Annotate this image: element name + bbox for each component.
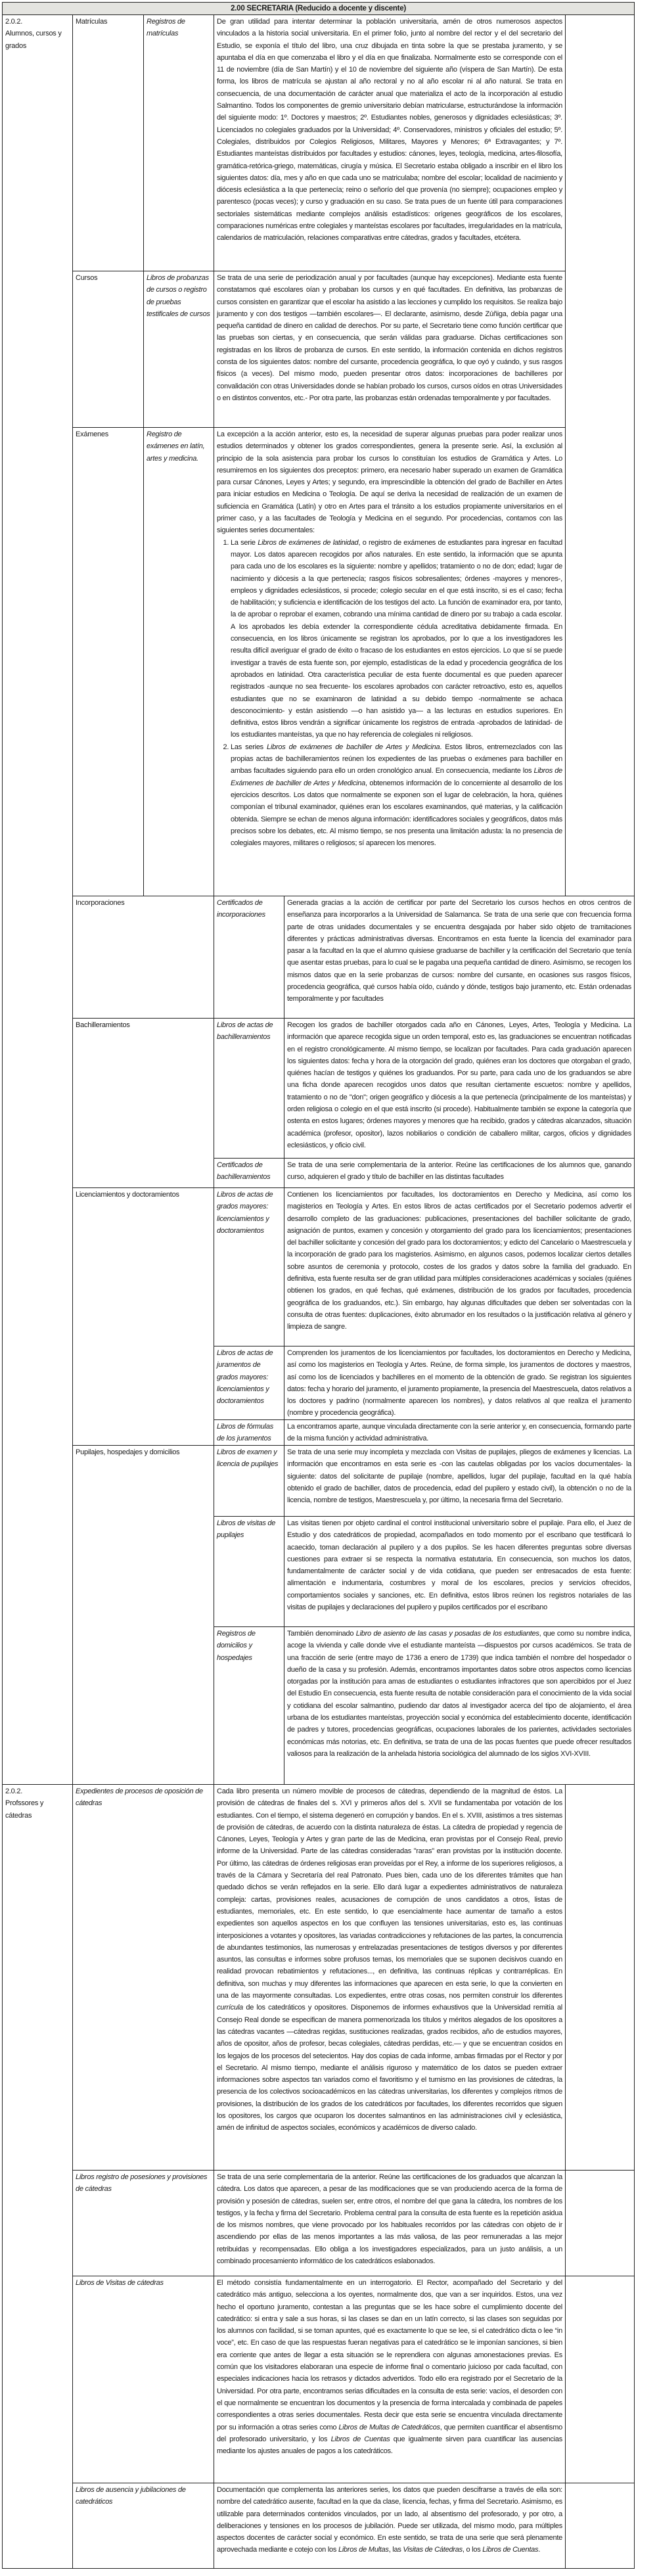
series-label: Registros de domicilios y hospedajes	[214, 1627, 284, 1785]
series-label: Certificados de bachilleramientos	[214, 1159, 284, 1188]
function-label: Licenciamientos y doctoramientos	[73, 1188, 214, 1446]
text-segment: Se trata de una serie muy incompleta y mezclada con Visitas de pupilajes, pliegos de exámenes y licencias. La información que encontramos en esta serie es -con las cautelas obligadas por los vacíos documentales- la siguiente: datos del solicitante de pupilaje (nombre, apellidos, lugar del pupilaje, facultad en la qué había obtenido el grado de bachiller, datos de procedencia, edad del pupilero y estado civil), la obtención o no de la licencia, nombre de testigos, Maestrescuela y, por último, la necesaria firma del Secretario.	[287, 1448, 632, 1505]
text-segment: La excepción a la acción anterior, esto es, la necesidad de superar algunas pruebas para poder realizar unos estudios determinados y obtener los grados correspondientes, genera la presente serie. Así, la exclusión al principio de la sola asistencia para probar los cursos lo constituían los estudios de Gramática y Artes. Lo resumiremos en los siguientes dos preceptos: primero, era necesario haber superado un examen de Gramática para cursar Cánones, Leyes y Artes; y segundo, era imprescindible la obtención del grado de Bachiller en Artes para iniciar estudios en Medicina o Teología. De aquí se deriva la necesidad de realización de un examen de suficiencia en Gramática (Latín) y otro en Artes para el tránsito a los estudios propiamente universitarios en el primer caso, y a las facultades de Teología y Medicina en el segundo. Por procedencias, contamos con las siguientes series documentales:	[217, 430, 562, 535]
series-description	[284, 1627, 635, 1785]
text-segment: , o los	[462, 2546, 483, 2554]
function-label: Matrículas	[73, 15, 144, 271]
section-label	[3, 1785, 73, 2569]
series-description	[284, 1420, 635, 1446]
function-label: Exámenes	[73, 428, 144, 896]
section-code: 2.0.2.	[5, 18, 23, 26]
section-code: 2.0.2.	[5, 1787, 23, 1795]
section-title: Profssores y cátedras	[5, 1799, 44, 1820]
text-segment: .	[538, 2546, 541, 2554]
text-segment: Las visitas tienen por objeto cardinal el control institucional universitario sobre el pupilaje. Para ello, el Juez de Estudio y dos catedráticos de propiedad, acompañados en todo momento por el escribano que testificará lo acaecido, toman declaración al pupilero y a dos pupilos. Se les hacen diferentes preguntas sobre diversas cuestiones para extraer si se respecta la normativa estatutaria. En consecuencia, son muchos los datos, fundamentalmente de carácter social y de vida cotidiana, que pueden ser entresacados de esta fuente: alimentación e indumentaria, costumbres y moral de los escolares, precios y servicios ofrecidos, comportamientos sociales y sanciones, etc. En definitiva, estos libros reúnen los registros notariales de las visitas de pupilajes y declaraciones del pupilero y pupilos certificados por el escribano	[287, 1519, 632, 1612]
table-row	[3, 896, 635, 1019]
table-row	[3, 2171, 635, 2276]
text-segment: , obtenemos información de lo concerniente al desarrollo de los ejercicios descritos. Los datos que normalmente se exponen son el lugar de celebración, la hora, quiénes componían el tribunal examinador, quiénes eran los escolares examinandos, qué materias, y la calificación obtenida. Siempre se echan de menos alguna información: identificadores sociales y geográficos, datos más precisos sobre los debates, etc. Al mismo tiempo, se nos presenta una limitación adusta: la no presencia de colegiales mayores, militares o religiosos; sí aparecen los menores.	[231, 779, 562, 848]
series-description	[284, 1446, 635, 1517]
text-segment: La serie	[231, 538, 258, 547]
text-segment: Generada gracias a la acción de certificar por parte del Secretario los cursos hechos en otros centros de enseñanza para incorporarlos a la Universidad de Salamanca. Se trata de una serie que con frecuencia forma parte de otras unidades documentales y se encuentra desgajada por haber sido objeto de tramitaciones diferentes y prácticas administrativas diversas. Encontramos en esta fuente la licencia del examinador para pasar a la facultad en la que el alumno quisiese graduarse de bachiller y la certificación del Secretario que tenía que asentar estas pruebas, para lo cual se le pagaba una pequeña cantidad de dinero. Asimismo, se recogen los mismos datos que en la serie probanzas de cursos: nombre del cursante, en ocasiones sus rasgos físicos, procedencia geográfica, qué cursos había oído, cuándo y dónde, testigos bajo juramento, etc. Están ordenadas temporalmente y por facultades	[287, 899, 632, 1003]
table-row	[3, 428, 635, 896]
text-segment: Se trata de una serie complementaria de la anterior. Reúne las certificaciones de los graduados que alcanzan la cátedra. Los datos que aparecen, a pesar de las modificaciones que se van produciendo acerca de la forma de provisión y posesión de cátedras, suelen ser, entre otros, el nombre del que gana la cátedra, los nombres de los testigos, y la fecha y firma del Secretario. Problema central para la consulta de esta fuente es la repetición asidua de los mismos nombres, que viene provocado por los habituales recorridos por las cátedras con objeto de ir ascendiendo por ellas de las menos importantes a las más valiosa, de las peor remuneradas a las mejor retribuidas y recompensadas. Ello obliga a los investigadores especializados, para un justo análisis, a un combinado procesamiento informático de los catedráticos eslabonados.	[217, 2173, 562, 2266]
list-item	[231, 537, 562, 741]
series-label: Libros de visitas de pupilajes	[214, 1517, 284, 1627]
function-label: Pupilajes, hospedajes y domicilios	[73, 1446, 214, 1785]
table-row	[3, 2483, 635, 2569]
table-row	[3, 1785, 635, 2171]
text-segment: , o registro de exámenes de estudiantes para ingresar en facultad mayor. Los datos aparecen recogidos por años naturales. En este sentido, la información que se apunta para cada uno de los escolares es la siguiente: nombre y apellidos; tratamiento o no de don; edad; lugar de nacimiento y diócesis a la que pertenecía; rasgos físicos sobresalientes; órdenes -mayores y menores-, empleos y dignidades eclesiásticos, si procede; colegio secular en el que está inscrito, si es el caso; fecha de habilitación; y suficiencia e identificación de los testigos del acto. La función de examinador era, por tanto, la de aprobar o reprobar el examen, cobrando una mínima cantidad de dinero por su trabajo a cada escolar. A los aprobados les debía extender la correspondiente cédula acreditativa debidamente firmada. En consecuencia, en los libros únicamente se registran los aprobados, por lo que a los investigadores les resulta difícil averiguar el grado de éxito o fracaso de los estudiantes en estos ejercicios. Lo que sí se puede investigar a través de esta fuente son, por ejemplo, estadísticas de la edad y procedencia geográfica de los aprobados en latinidad. Otra característica peculiar de esta fuente documental es que pueden aparecer registrados -aunque no sea frecuente- los escolares aprobados con carácter retroactivo, esto es, aquellos estudiantes que no se examinaron de latinidad a su debido tiempo -normalmente se achaca desconocimiento- y están asistiendo —o han asistido ya— a las lecturas en estudios superiores. En definitiva, estos libros vendrán a significar únicamente los registros de entrada -aprobados de latinidad- de los estudiantes manteístas, ya que no hay referencia de colegiales ni religiosos.	[231, 538, 563, 739]
empty-cell	[566, 2276, 635, 2483]
series-label: Registro de exámenes en latín, artes y medicina.	[144, 428, 214, 896]
list-item	[231, 741, 562, 850]
series-description	[284, 1159, 635, 1188]
series-label: Libros de ausencia y jubilaciones de catedráticos	[73, 2483, 214, 2569]
empty-cell	[566, 15, 635, 896]
series-description	[214, 271, 566, 428]
text-segment: Se trata de una serie de periodización anual y por facultades (aunque hay excepciones). Mediante esta fuente constatamos qué escolares oían y probaban los cursos y en qué facultades. En definitiva, las probanzas de cursos consisten en garantizar que el escolar ha asistido a las lecciones y cumplido los requisitos. Se realiza bajo juramento y con dos testigos —también escolares—. El declarante, asimismo, desde Zúñiga, debía pagar una pequeña cantidad de dinero en calidad de derechos. Por su parte, el Secretario tiene como función certificar que las pruebas son ciertas, y en consecuencia, que serán válidas para graduarse. Dichas certificaciones son registradas en los libros de probanza de cursos. En este sentido, la información contenida en dichos registros consta de los siguientes datos: nombre del cursante, procedencia geográfica, lo que oyó y cuándo, y sus rasgos físicos (a veces). Del mismo modo, pueden presentar otros datos: incorporaciones de bachilleres por convalidación con otras Universidades donde se habían probado los cursos, cursos oídos en otras Universidades o en distintos conventos, etc.- Por otra parte, las probanzas están ordenadas temporalmente y por facultades.	[217, 274, 562, 402]
italic-title: Libros de Cuentas	[330, 2435, 390, 2443]
series-description	[284, 896, 635, 1019]
text-segment: La encontramos aparte, aunque vinculada directamente con la serie anterior y, en consecuencia, formando parte de la misma función y actividad administrativa.	[287, 1423, 632, 1443]
text-segment: , que permiten cuantificar el absentismo del profesorado universitario, y los	[217, 2423, 562, 2443]
text-segment: , que como su nombre indica, acoge la vivienda y calle donde vive el estudiante manteísta —dispuestos por cursos académicos. Se trata de una fracción de serie (entre mayo de 1736 a enero de 1739) que indica también el nombre del hospedador o dueño de la casa y su profesión. Además, encontramos importantes datos sobre otros aspectos como licencias otorgadas por la institución para amas de estudiantes o estudiantes infractores que son apercibidos por el Juez del Estudio En consecuencia, esta fuente resulta de notable consideración para el conocimiento de la vida social y cotidiana del escolar salmantino, pudiendo dar datos al investigador acerca del tipo de alojamiento, el área urbana de los estudiantes manteístas, proyección social y económica del establecimiento docente, identificación de padres y tutores, procedencias geográficas, ocupaciones laborales de los parientes, actividades sectoriales económicas más notorias, etc. En definitiva, se trata de una de las pocas fuentes que puede ofrecer resultados valiosos para la realización de la anhelada historia sociológica del alumnado de los siglos XVI-XVIII.	[287, 1630, 632, 1758]
series-label: Libros de probanzas de cursos o registro de pruebas testificales de cursos	[144, 271, 214, 428]
description-intro	[217, 428, 562, 537]
text-segment: Documentación que complementa las anteriores series, los datos que pueden descifrarse a través de ella son: nombre del catedrático ausente, facultad en la que da clase, licencia, fechas, y firma del Secretario. Asimismo, es utilizable para determinados contenidos vinculados, por un lado, al absentismo del profesorado, y por otro, a deliberaciones y tensiones en los procesos de jubilación. Puede ser utilizada, del mismo modo, para múltiples aspectos docentes de carácter social y económico. En este sentido, se trata de una serie que será plenamente aprovechada mediante e cotejo con los	[217, 2486, 562, 2554]
empty-cell	[566, 2483, 635, 2569]
text-segment: Cada libro presenta un número movible de procesos de cátedras, dependiendo de la magnitud de éstos. La provisión de cátedras de finales del s. XVI y primeros años del s. XVII se fundamentaba por votación de los estudiantes. Con el tiempo, el sistema degeneró en corrupción y bandos. En el s. XVIII, asistimos a tres sistemas de provisión de cátedras, de acuerdo con la distinta naturaleza de éstas. La cátedra de propiedad y regencia de Cánones, Leyes, Teología y Artes y gran parte de las de Medicina, eran provistas por el Consejo Real, previo informe de la Universidad. Parte de las cátedras consideradas "raras" eran provistas por la institución docente. Por último, las cátedras de órdenes religiosas eran proveídas por el Rey, a informe de los superiores religiosos, a través de la Cámara y Secretaría del real Patronato. Pues bien, cada uno de los diferentes trámites que han quedado dichos se verán reflejados en la serie. Ello dará lugar a expedientes administrativos de naturaleza compleja: cartas, provisiones reales, acusaciones de corrupción de unos candidatos a otros, listas de estudiantes, memoriales, etc. En este sentido, lo que esencialmente hace aumentar de tamaño a estos expedientes son aquellos aspectos en los que confluyen las tensiones universitarias, esto es, las continuas interposiciones a votantes y opositores, las variadas contradicciones y refutaciones de las partes, la concurrencia de abundantes testimonios, las numerosas y entrelazadas presentaciones de testigos diversos y por diferentes asuntos, las consultas e informes sobre profusos temas, los memoriales que se suponen decisivos cuando en realidad provocan rebatimientos y refutaciones..., en definitiva, las continuas réplicas y contrarréplicas. En definitiva, son muchas y muy diferentes las informaciones que aparecen en esta serie, lo que la convierten en una de las mayormente consultadas. Los expedientes, entre otras cosas, nos permiten construir los diferentes	[217, 1787, 562, 2000]
table-row	[3, 1019, 635, 1159]
series-description	[214, 2483, 566, 2569]
italic-title: currícula	[217, 2004, 243, 2012]
section-label	[3, 15, 73, 1785]
table-row	[3, 1188, 635, 1346]
series-description	[284, 1346, 635, 1420]
italic-title: Libro de asiento de las casas y posadas de los estudiantes	[355, 1630, 539, 1638]
text-segment: Comprenden los juramentos de los licenciamientos por facultades, los doctoramientos en Derecho y Medicina, así como los magisterios en Teología y Artes. Reúne, de forma simple, los juramentos de doctores y maestros, así como los de licenciados y bachilleres en el momento de la obtención de grado. Se registran los siguientes datos: fecha y horario del juramento, el juramento propiamente, la presencia del Maestrescuela, datos relativos a los doctores y padrino (normalmente aparecen los nombres), y datos relativos al que realiza el juramento (nombre y procedencia geográfica).	[287, 1349, 632, 1417]
table-row	[3, 2276, 635, 2483]
series-description	[284, 1019, 635, 1159]
text-segment: El método consistía fundamentalmente en un interrogatorio. El Rector, acompañado del Secretario y del catedrático más antiguo, selecciona a los oyentes, normalmente dos, que van a ser inquiridos. Estos, una vez hecho el oportuno juramento, contestan a las preguntas que se les hace sobre el cumplimiento docente del catedrático: si entra y sale a sus horas, si las clases se dan en un latín correcto, si las clases son seguidas por los alumnos con facilidad, si se toman apuntes, qué es exactamente lo que se lee, si el catedrático dicta o lee “in voce”, etc. En caso de que las respuestas fueran negativas para el catedrático se le imponían sanciones, si bien era corriente que antes de llegar a esta situación se le reprendiera con algunas amonestaciones previas. Es común que los visitadores elaboraran una especie de informe final o comentario juicioso por cada facultad, con especiales indicaciones hacia los retrasos y dictados advertidos. Todo ello era registrado por el Secretario de la Universidad. Por otra parte, encontramos serias dificultades en la consulta de esta serie: vacíos, el desorden con el que normalmente se encuentran los documentos y la presencia de forma intercalada y combinada de papeles correspondientes a otras series documentales. Resta decir que esta serie se encuentra vinculada directamente por su información a otras series como	[217, 2279, 562, 2431]
series-description	[214, 1785, 566, 2171]
series-label: Libros de examen y licencia de pupilajes	[214, 1446, 284, 1517]
text-segment: Se trata de una serie complementaria de la anterior. Reúne las certificaciones de los alumnos que, ganando curso, adquieren el grado y título de bachiller en las distintas facultades	[287, 1161, 632, 1182]
italic-title: Libros de Multas	[338, 2546, 389, 2554]
italic-title: Libros de exámenes de bachiller de Artes y Medicina	[267, 743, 440, 751]
empty-cell	[566, 1785, 635, 2171]
series-label: Certificados de incorporaciones	[214, 896, 284, 1019]
function-label: Bachilleramientos	[73, 1019, 214, 1188]
text-segment: Contienen los licenciamientos por facultades, los doctoramientos en Derecho y Medicina, así como los magisterios en Teología y Artes. En estos libros de actas certificados por el Secretario podemos advertir el desarrollo completo de las graduaciones: publicaciones, presentaciones del bachiller solicitante de grado, asignación de puntos, examen y concesión y otorgamiento del grado para los licenciamientos; presentaciones del bachiller solicitante y concesión del grado para los doctoramientos; y edicto del Cancelario o Maestrescuela y la incorporación de grado para los magisterios. Asimismo, en algunos casos, podemos localizar ciertos detalles sobre asuntos de ceremonia y protocolo, costes de los grados y datos sobre la familia del graduado. En definitiva, esta fuente resulta ser de gran utilidad para múltiples consideraciones académicas y sociales (quiénes obtienen los grados, en qué fechas, qué exámenes, distribución de los grados por facultades, procedencia geográfica de los graduandos, etc.). Sin embargo, hay algunas dificultades que deben ser solventadas con la consulta de otras fuentes: duplicaciones, éxito abrumador en los resultados o la justificación relativa al género y limpieza de sangre.	[287, 1191, 632, 1331]
text-segment: que igualmente sirven para cuantificar las ausencias mediante los ajustes anuales de pagos a los catedráticos.	[217, 2435, 562, 2456]
series-description	[214, 428, 566, 896]
series-label: Libros de fórmulas de los juramentos	[214, 1420, 284, 1446]
italic-title: Libros de Exámenes de bachiller de Artes y Medicina	[231, 767, 562, 787]
series-description	[284, 1188, 635, 1346]
series-description	[214, 2171, 566, 2276]
text-segment: Las series	[231, 743, 267, 751]
text-segment: De gran utilidad para intentar determinar la población universitaria, amén de otros numerosos aspectos vinculados a la historia social universitaria. En el primer folio, junto al nombre del rector y el del secretario del Estudio, se exponía el título del libro, una cruz dibujada en tinta sobre la que se prestaba juramento, y se apuntaba el día en que comenzaba el libro y el día en que finalizaba. Normalmente esto se corresponde con el 11 de noviembre (día de San Martín) y el 10 de noviembre del siguiente año (víspera de San Martín). De esta forma, los libros de matrícula se ajustan al año rectoral y no al año escolar ni al año natural. Se trata en consecuencia, de una documentación de carácter anual que materializa el acto de la incorporación al estudio Salmantino. Todos los componentes de gremio universitario debían matricularse, estructurándose la información del siguiente modo: 1º. Doctores y maestros; 2º. Estudiantes nobles, generosos y dignidades eclesiásticas; 3º. Licenciados no colegiales graduados por la Universidad; 4º. Conservadores, ministros y oficiales del estudio; 5º. Colegiales, distribuidos por Colegios Religiosos, Militares, Mayores y Menores; 6ª Extravagantes; y 7º. Estudiantes manteístas distribuidos por facultades y estudios: cánones, leyes, teología, medicina, artes-filosofía, gramática-retórica-griego, matemáticas, cirugía y música. El Secretario estaba obligado a inscribir en el libro los siguientes datos: día, mes y año en que cada uno se matriculaba; nombre del escolar; localidad de nacimiento y diócesis eclesiástica a la que pertenecía; reino o señorío del que provenía (no siempre); ocupaciones empleo y parentesco (pocas veces); y curso y graduación en su caso. Se trata pues de un fuente útil para comparaciones sectoriales sistemáticas mediante complejos análisis estadísticos: orígenes geográficos de los escolares, comparaciones numéricas entre colegiales y manteístas escolares por facultades, irregularidades en la matrícula, calendarios de matriculación, relaciones comparativas entre cátedras, grados y facultades, etcétera.	[217, 18, 562, 242]
function-label: Cursos	[73, 271, 144, 428]
series-description	[214, 15, 566, 271]
italic-title: Visitas de Cátedras	[403, 2546, 463, 2554]
italic-title: Libros de exámenes de latinidad	[258, 538, 359, 547]
series-label: Libros de actas de bachilleramientos	[214, 1019, 284, 1159]
text-segment: También denominado	[287, 1630, 356, 1638]
text-segment: Recogen los grados de bachiller otorgados cada año en Cánones, Leyes, Artes, Teología y Medicina. La información que aparece recogida sigue un orden temporal, esto es, las graduaciones se encuentran notificadas en el registro cronológicamente. Al mismo tiempo, se localizan por facultades. Para cada graduación aparecen los siguientes datos: fecha y hora de la otorgación del grado, quiénes eran los doctores que otorgaban el grado, quiénes hacían de testigos y quiénes los graduandos. Por su parte, para cada uno de los graduandos se abre una ficha donde aparecen recogidos unos datos que resultan ciertamente escuetos: nombre y apellidos, tratamiento o no de "don"; origen geográfico y diócesis a la que pertenecía (principalmente de los manteístas) y orden religiosa o colegio en el que está inscrito (si procede). Habitualmente también se expone la categoría que ostenta en estos lugares; órdenes mayores y menores que ha recibido, grados y cátedras alcanzados, situación académica (profesor, opositor), lazos nobiliarios o condición de caballero militar, cargos, oficios y dignidades eclesiásticos, y oficio civil.	[287, 1021, 632, 1149]
table-row	[3, 1446, 635, 1517]
secretaria-series-table	[2, 2, 635, 2569]
series-label: Libros de Visitas de cátedras	[73, 2276, 214, 2483]
series-description	[214, 2276, 566, 2483]
series-list	[217, 537, 562, 850]
section-title: Alumnos, cursos y grados	[5, 30, 62, 50]
series-label: Libros de actas de grados mayores: licenciamientos y doctoramientos	[214, 1188, 284, 1346]
table-row	[3, 271, 635, 428]
series-label: Libros registro de posesiones y provisiones de cátedras	[73, 2171, 214, 2276]
table-title: 2.00 SECRETARIA (Reducido a docente y discente)	[3, 3, 635, 15]
series-description	[284, 1517, 635, 1627]
text-segment: , las	[388, 2546, 403, 2554]
series-label: Libros de actas de juramentos de grados mayores: licenciamientos y doctoramientos	[214, 1346, 284, 1420]
series-label: Expedientes de procesos de oposición de cátedras	[73, 1785, 214, 2171]
text-segment: de los catedráticos y opositores. Disponemos de informes exhaustivos que la Universidad remitía al Consejo Real donde se especifican de manera pormenorizada los títulos y méritos alegados de los opositores a las cátedras vacantes —cátedras regidas, sustituciones realizadas, grados recibidos, año de estudios mayores, años de opositor, años de profesor, becas colegiales, cátedras perdidas, etc.— y que se encuentran cosidos en los legajos de los procesos del setecientos. Hay dos copias de cada informe, ambas firmadas por el Rector y por el Secretario. Al mismo tiempo, mediante el análisis riguroso y matemático de los datos se pueden extraer informaciones sobre aspectos tan variados como el favoritismo y el turnismo en las provisiones de cátedras, la presencia de los colectivos socioacadémicos en las cátedras universitarias, los diferentes y complejos ritmos de provisiones, la distribución de los grados de los catedráticos por facultades, los diferentes recorridos que siguen los opositores, los cargos que ocuparon los docentes salmantinos en las administraciones civil y eclesiástica, amén de infinitud de aspectos sociales, económicos y académicos de diverso calado.	[217, 2004, 562, 2132]
text-segment: . Estos libros, entremezclados con las propias actas de bachilleramientos reúnen los expedientes de las pruebas o exámenes para bachiller en ambas facultades siguiendo para ello un orden cronológico anual. En consecuencia, mediante los	[231, 743, 562, 775]
series-label: Registros de matrículas	[144, 15, 214, 271]
italic-title: Libros de Cuentas	[482, 2546, 539, 2554]
empty-cell	[566, 2171, 635, 2276]
italic-title: Libros de Multas de Catedráticos	[338, 2423, 440, 2431]
table-row	[3, 15, 635, 271]
function-label: Incorporaciones	[73, 896, 214, 1019]
